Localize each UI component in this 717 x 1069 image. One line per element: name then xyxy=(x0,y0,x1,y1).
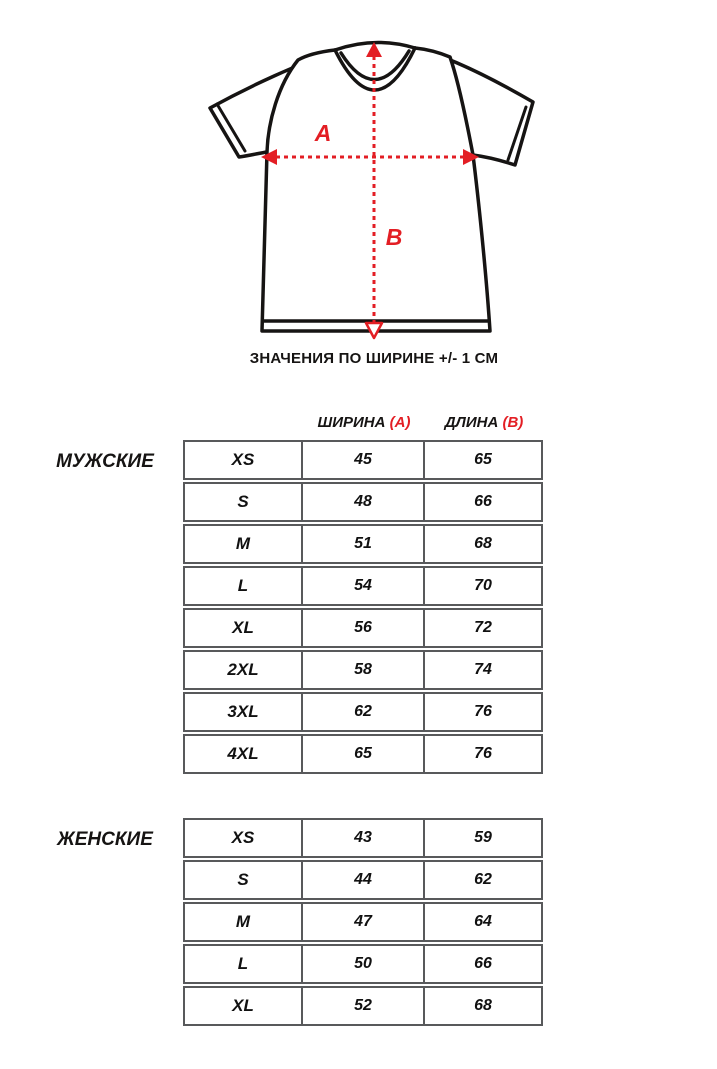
value-cell: 72 xyxy=(474,619,492,636)
section-label-women: ЖЕНСКИЕ xyxy=(57,829,153,850)
size-cell: XL xyxy=(185,610,303,646)
value-cell: 66 xyxy=(474,493,492,510)
value-cell: 48 xyxy=(303,484,425,520)
value-cell: 74 xyxy=(474,661,492,678)
size-cell: M xyxy=(185,526,303,562)
size-table-women xyxy=(183,818,543,1028)
size-cell: XL xyxy=(185,988,303,1024)
table-row xyxy=(183,566,543,606)
value-cell: 59 xyxy=(474,829,492,846)
section-label-men: МУЖСКИЕ xyxy=(56,451,154,472)
table-row xyxy=(183,524,543,564)
value-cell: 51 xyxy=(303,526,425,562)
column-headers xyxy=(183,413,543,433)
value-cell: 70 xyxy=(474,577,492,594)
length-header-ref: (В) xyxy=(502,414,524,431)
tolerance-caption: ЗНАЧЕНИЯ ПО ШИРИНЕ +/- 1 СМ xyxy=(249,350,499,367)
size-cell: S xyxy=(185,862,303,898)
table-row xyxy=(183,902,543,942)
tshirt-body xyxy=(262,42,490,331)
width-header-ref: (А) xyxy=(389,414,411,431)
value-cell: 65 xyxy=(474,451,492,468)
value-cell: 47 xyxy=(303,904,425,940)
value-cell: 52 xyxy=(303,988,425,1024)
value-cell: 44 xyxy=(303,862,425,898)
size-cell: XS xyxy=(185,442,303,478)
table-row xyxy=(183,818,543,858)
size-cell: L xyxy=(185,946,303,982)
value-cell: 43 xyxy=(303,820,425,856)
table-row xyxy=(183,944,543,984)
length-header-text: ДЛИНА xyxy=(444,414,503,431)
table-row xyxy=(183,650,543,690)
size-cell: S xyxy=(185,484,303,520)
value-cell: 68 xyxy=(474,997,492,1014)
size-cell: 3XL xyxy=(185,694,303,730)
value-cell: 50 xyxy=(303,946,425,982)
width-header-text: ШИРИНА xyxy=(317,414,390,431)
value-cell: 45 xyxy=(303,442,425,478)
table-row xyxy=(183,986,543,1026)
value-cell: 54 xyxy=(303,568,425,604)
table-row xyxy=(183,692,543,732)
size-cell: XS xyxy=(185,820,303,856)
table-row xyxy=(183,608,543,648)
value-cell: 62 xyxy=(303,694,425,730)
value-cell: 62 xyxy=(474,871,492,888)
value-cell: 66 xyxy=(474,955,492,972)
measure-label-b: B xyxy=(385,224,403,250)
size-cell: L xyxy=(185,568,303,604)
table-row xyxy=(183,860,543,900)
size-cell: 4XL xyxy=(185,736,303,772)
table-row xyxy=(183,440,543,480)
value-cell: 58 xyxy=(303,652,425,688)
value-cell: 64 xyxy=(474,913,492,930)
table-row xyxy=(183,734,543,774)
length-column-header xyxy=(425,413,543,433)
value-cell: 65 xyxy=(303,736,425,772)
size-column-header xyxy=(183,413,303,433)
size-table-men xyxy=(183,440,543,776)
size-cell: 2XL xyxy=(185,652,303,688)
value-cell: 76 xyxy=(474,745,492,762)
width-column-header xyxy=(303,413,425,433)
size-cell: M xyxy=(185,904,303,940)
value-cell: 76 xyxy=(474,703,492,720)
tshirt-diagram xyxy=(0,0,717,395)
measure-label-a: A xyxy=(314,120,332,146)
table-row xyxy=(183,482,543,522)
value-cell: 68 xyxy=(474,535,492,552)
value-cell: 56 xyxy=(303,610,425,646)
